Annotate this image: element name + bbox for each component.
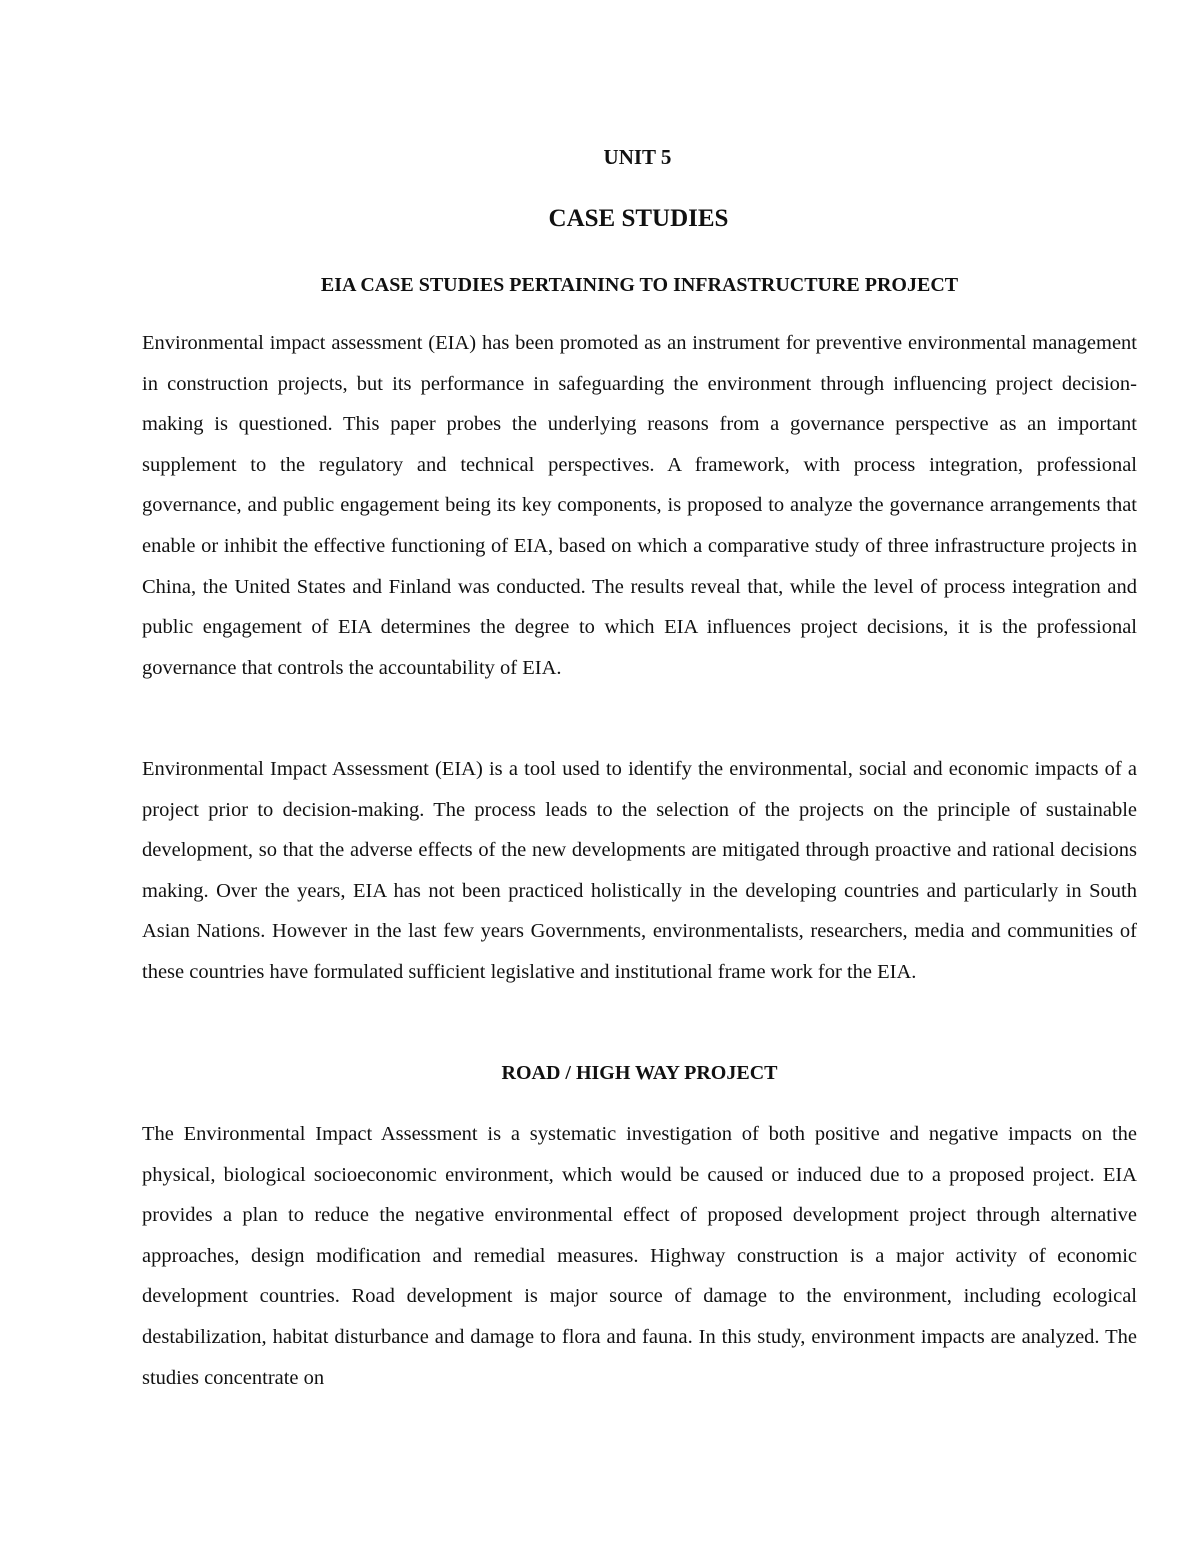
page-title: CASE STUDIES [548,205,729,232]
unit-label: UNIT 5 [603,145,672,169]
road-project-heading: ROAD / HIGH WAY PROJECT [501,1062,778,1084]
section-heading: EIA CASE STUDIES PERTAINING TO INFRASTRUCTURE PROJECT [320,274,959,296]
paragraph-road-project: The Environmental Impact Assessment is a systematic investigation of both positive and negative impacts on the physical, biological socioeconomic environment, which would be caused or induced due to a proposed project. EIA provides a plan to reduce the negative environmental effect of proposed development project through alternative approaches, design modification and remedial measures. Highway construction is a major activity of economic development countries. Road development is major source of damage to the environment, including ecological destabilization, habitat disturbance and damage to flora and fauna. In this study, environment impacts are analyzed. The studies concentrate on [142,1123,1137,1389]
paragraph-eia-tool: Environmental Impact Assessment (EIA) is a tool used to identify the environmental, social and economic impacts of a project prior to decision-making. The process leads to the selection of the projects on the principle of sustainable development, so that the adverse effects of the new developments are mitigated through proactive and rational decisions making. Over the years, EIA has not been practiced holistically in the developing countries and particularly in South Asian Nations. However in the last few years Governments, environmentalists, researchers, media and communities of these countries have formulated sufficient legislative and institutional frame work for the EIA. [142,758,1137,983]
paragraph-eia-governance: Environmental impact assessment (EIA) has been promoted as an instrument for preventive environmental management in construction projects, but its performance in safeguarding the environment through influencing project decision-making is questioned. This paper probes the underlying reasons from a governance perspective as an important supplement to the regulatory and technical perspectives. A framework, with process integration, professional governance, and public engagement being its key components, is proposed to analyze the governance arrangements that enable or inhibit the effective functioning of EIA, based on which a comparative study of three infrastructure projects in China, the United States and Finland was conducted. The results reveal that, while the level of process integration and public engagement of EIA determines the degree to which EIA influences project decisions, it is the professional governance that controls the accountability of EIA. [142,332,1137,679]
